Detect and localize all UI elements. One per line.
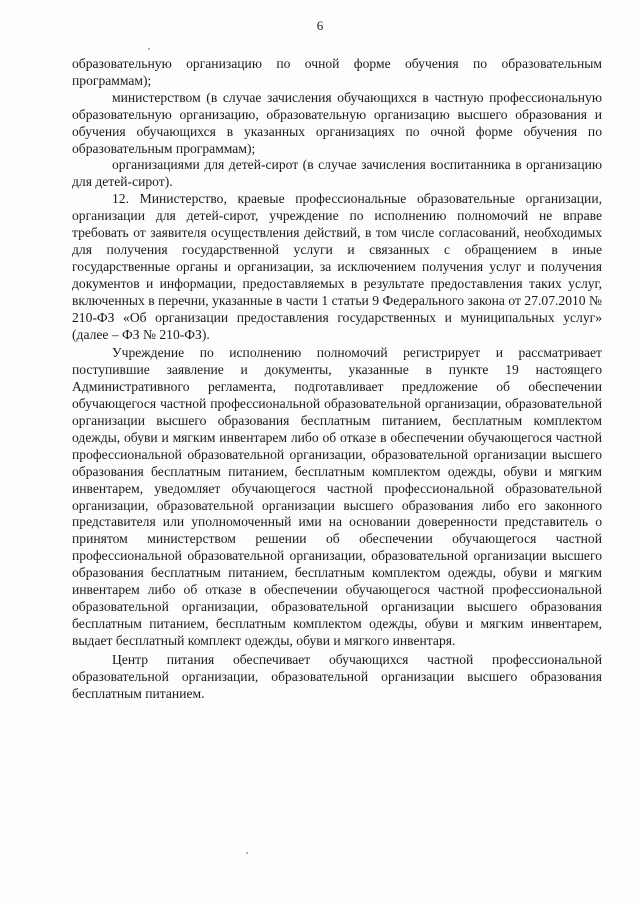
paragraph-3: организациями для детей-сирот (в случае зачисления воспитанника в организацию для детей-сирот).	[72, 157, 602, 190]
scan-speck	[246, 852, 248, 854]
scan-speck	[148, 48, 150, 50]
paragraph-1: образовательную организацию по очной форме обучения по образовательным программам);	[72, 56, 602, 88]
paragraph-5: Учреждение по исполнению полномочий регистрирует и рассматривает поступившие заявление и документы, указанные в пункте 19 настоящего Административного регламента, подготавливает предложение об обеспечении обучающегося частной профессиональной образовательной организации, образовательной организации высшего образования бесплатным питанием, бесплатным комплектом одежды, обуви и мягким инвентарем либо об отказе в обеспечении обучающегося частной профессиональной образовательной организации, образовательной организации высшего образования бесплатным питанием, бесплатным комплектом одежды, обуви и мягким инвентарем, уведомляет обучающегося частной профессиональной образовательной организации, образовательной организации высшего образования либо его законного представителя или уполномоченный ими на основании доверенности представитель о принятом министерством решении об обеспечении обучающегося частной профессиональной образовательной организации, образовательной организации высшего образования бесплатным питанием, бесплатным комплектом одежды, обуви и мягким инвентарем либо об отказе в обеспечении обучающегося частной профессиональной образовательной организации, образовательной организации высшего образования бесплатным питанием, бесплатным комплектом одежды, обуви и мягким инвентарем, выдает бесплатный комплект одежды, обуви и мягкого инвентаря.	[72, 345, 602, 648]
paragraph-2: министерством (в случае зачисления обучающихся в частную профессиональную образовательную организацию, образовательную организацию высшего образования и обучения обучающихся в указанных организациях по очной форме обучения по образовательным программам);	[72, 89, 602, 156]
page-number: 6	[316, 18, 324, 33]
document-body	[72, 56, 602, 702]
paragraph-6: Центр питания обеспечивает обучающихся частной профессиональной образовательной организации, образовательной организации высшего образования бесплатным питанием.	[72, 651, 602, 701]
paragraph-item-12: 12. Министерство, краевые профессиональные образовательные организации, организации для детей-сирот, учреждение по исполнению полномочий не вправе требовать от заявителя осуществления действий, в том числе согласований, необходимых для получения государственной услуги и связанных с обращением в иные государственные органы и организации, за исключением получения услуг и получения документов и информации, предоставляемых в результате предоставления таких услуг, включенных в перечни, указанные в части 1 статьи 9 Федерального закона от 27.07.2010 № 210-ФЗ «Об организации предоставления государственных и муниципальных услуг» (далее – ФЗ № 210-ФЗ).	[72, 191, 602, 342]
